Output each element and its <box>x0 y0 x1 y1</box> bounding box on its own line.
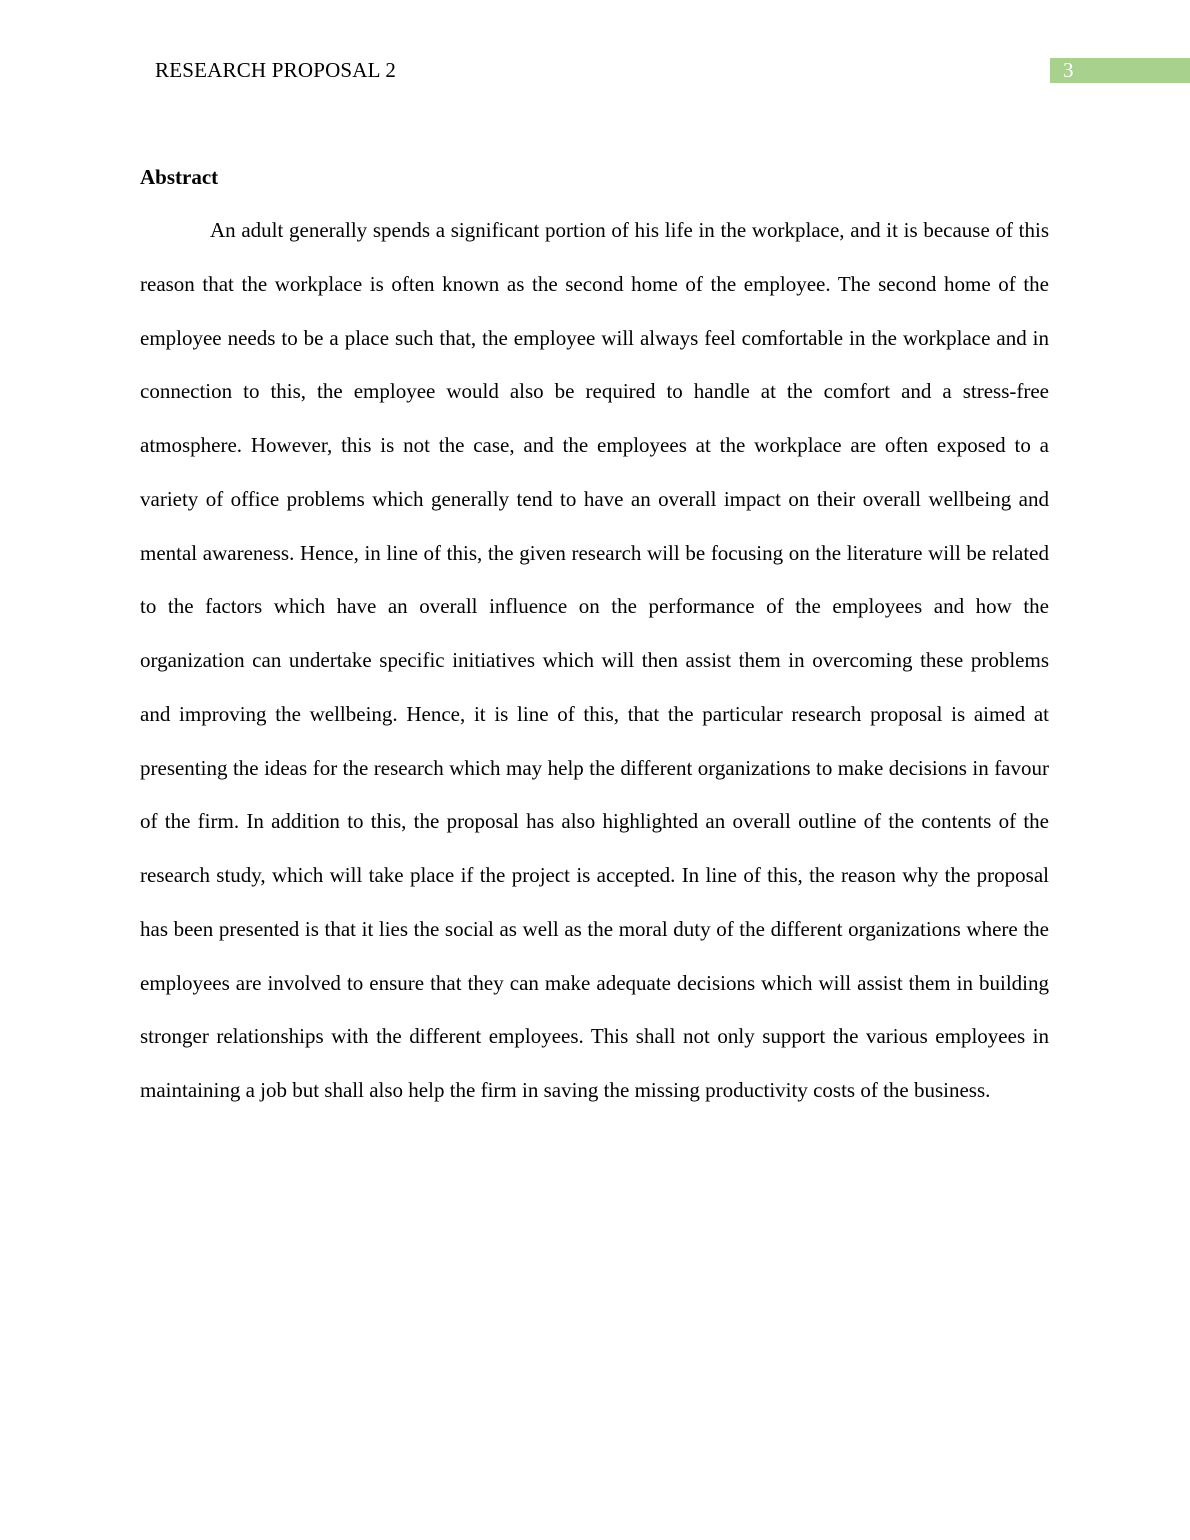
running-head: RESEARCH PROPOSAL 2 <box>155 58 397 82</box>
page-number: 3 <box>1050 58 1190 83</box>
abstract-paragraph: An adult generally spends a significant portion of his life in the workplace, and it is because of this reason that the workplace is often known as the second home of the employee. The second home of the employee needs to be a place such that, the employee will always feel comfortable in the workplace and in connection to this, the employee would also be required to handle at the comfort and a stress-free atmosphere. However, this is not the case, and the employees at the workplace are often exposed to a variety of office problems which generally tend to have an overall impact on their overall wellbeing and mental awareness. Hence, in line of this, the given research will be focusing on the literature will be related to the factors which have an overall influence on the performance of the employees and how the organization can undertake specific initiatives which will then assist them in overcoming these problems and improving the wellbeing. Hence, it is line of this, that the particular research proposal is aimed at presenting the ideas for the research which may help the different organizations to make decisions in favour of the firm. In addition to this, the proposal has also highlighted an overall outline of the contents of the research study, which will take place if the project is accepted. In line of this, the reason why the proposal has been presented is that it lies the social as well as the moral duty of the different organizations where the employees are involved to ensure that they can make adequate decisions which will assist them in building stronger relationships with the different employees. This shall not only support the various employees in maintaining a job but shall also help the firm in saving the missing productivity costs of the business. <box>140 218 1049 1102</box>
section-heading: Abstract <box>140 165 219 189</box>
